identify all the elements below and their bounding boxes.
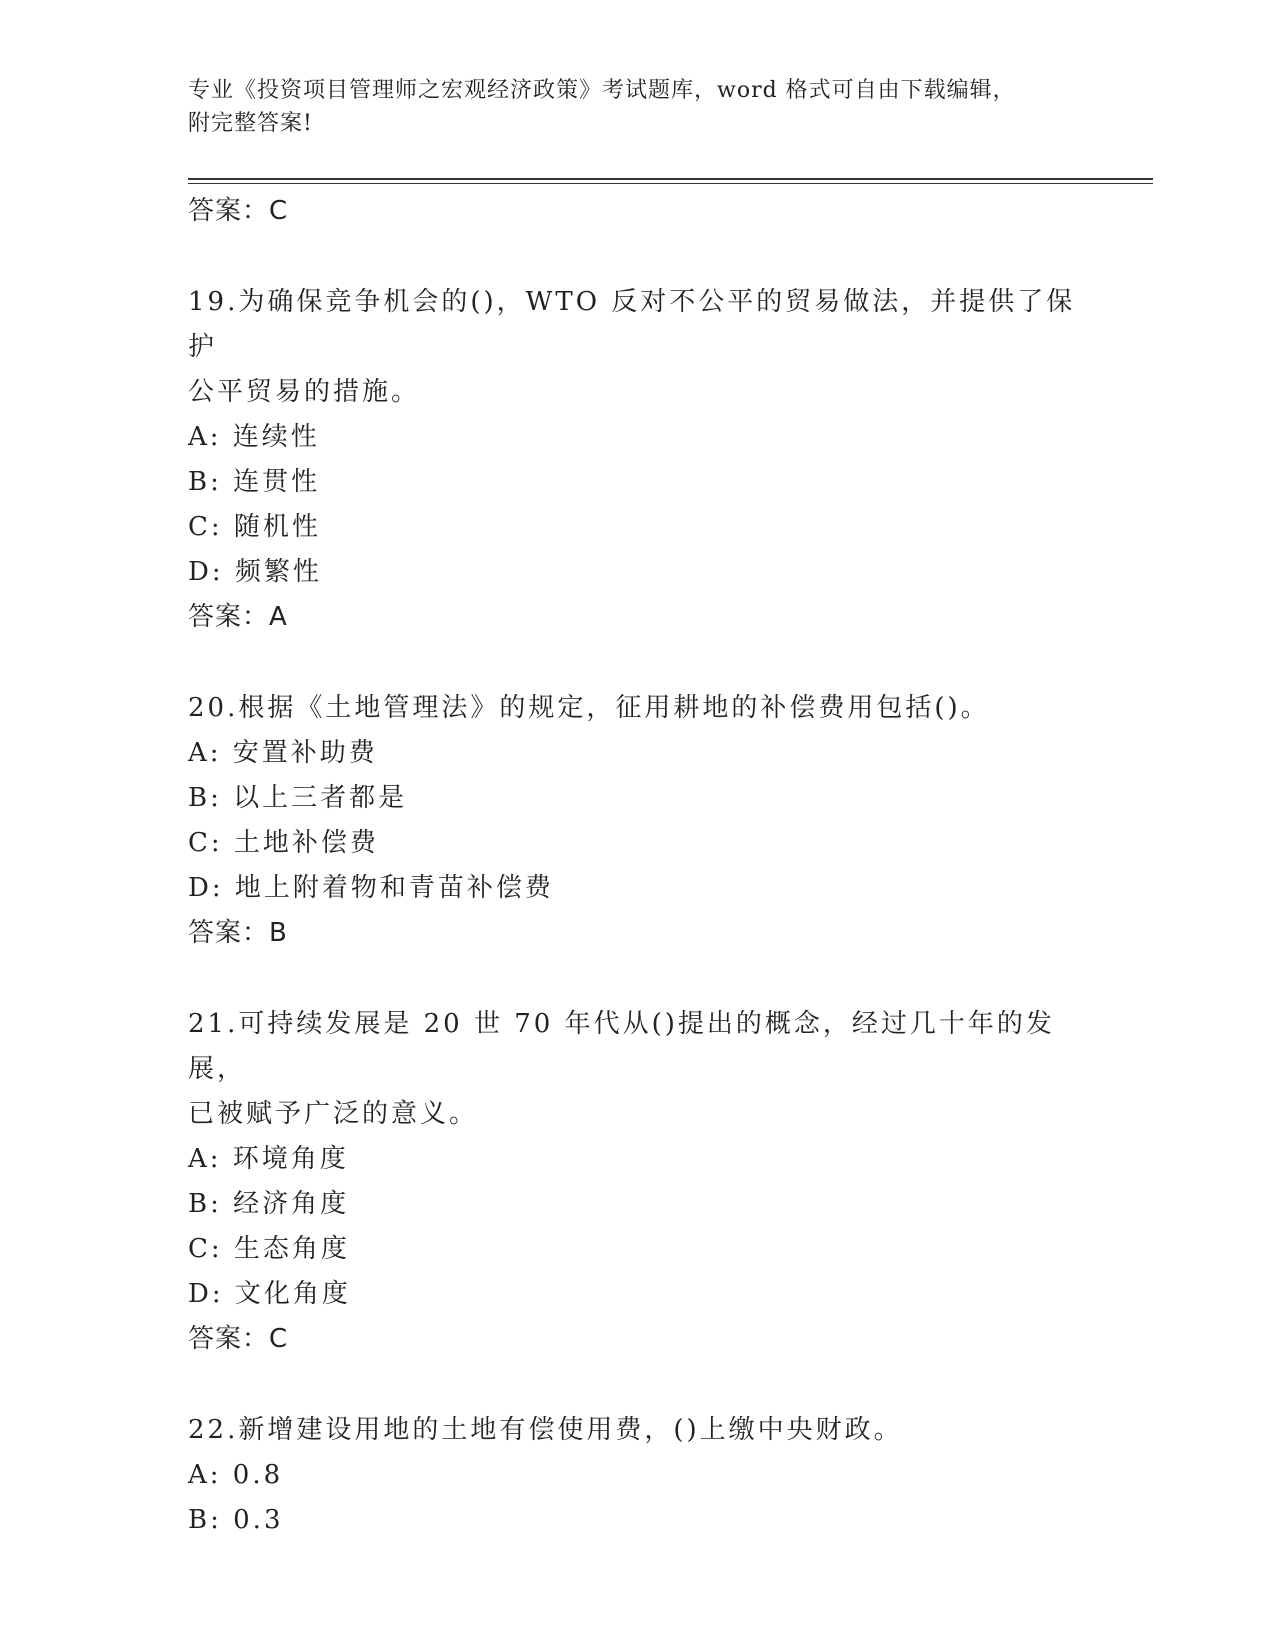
question-text	[188, 1002, 1088, 1137]
document-header	[188, 74, 1068, 140]
option-a: A: 安置补助费	[188, 738, 378, 768]
question-text-line-1: 20.根据《土地管理法》的规定，征用耕地的补偿费用包括()。	[188, 693, 990, 723]
question-21	[188, 1002, 1088, 1362]
header-divider-thin	[188, 183, 1153, 184]
question-text-line-1: 21.可持续发展是 20 世 70 年代从()提出的概念，经过几十年的发展，	[188, 1009, 1055, 1084]
option-a: A: 连续性	[188, 422, 320, 452]
question-20	[188, 686, 1088, 956]
option-d: D: 地上附着物和青苗补偿费	[188, 873, 554, 903]
question-text-line-1: 22.新增建设用地的土地有偿使用费，()上缴中央财政。	[188, 1415, 903, 1445]
question-text-line-1: 19.为确保竞争机会的()，WTO 反对不公平的贸易做法，并提供了保护	[188, 287, 1076, 362]
answer: 答案：B	[188, 918, 288, 948]
question-19	[188, 280, 1088, 640]
header-divider-thick	[188, 178, 1153, 180]
option-a: A: 0.8	[188, 1460, 284, 1490]
question-22	[188, 1408, 1088, 1543]
question-text	[188, 686, 1088, 731]
option-d: D: 频繁性	[188, 557, 322, 587]
option-a: A: 环境角度	[188, 1144, 349, 1174]
previous-answer: 答案：C	[188, 196, 289, 226]
question-text	[188, 1408, 1088, 1453]
option-b: B: 经济角度	[188, 1189, 350, 1219]
question-text	[188, 280, 1088, 415]
option-d: D: 文化角度	[188, 1279, 351, 1309]
question-text-line-2: 已被赋予广泛的意义。	[188, 1099, 479, 1129]
option-b: B: 0.3	[188, 1505, 284, 1535]
option-b: B: 以上三者都是	[188, 783, 408, 813]
header-line-1: 专业《投资项目管理师之宏观经济政策》考试题库，word 格式可自由下载编辑，	[188, 78, 1016, 103]
document-body	[188, 188, 1088, 1543]
option-c: C: 生态角度	[188, 1234, 350, 1264]
option-c: C: 随机性	[188, 512, 321, 542]
answer: 答案：A	[188, 602, 288, 632]
answer: 答案：C	[188, 1324, 289, 1354]
header-line-2: 附完整答案!	[188, 111, 313, 136]
option-c: C: 土地补偿费	[188, 828, 379, 858]
option-b: B: 连贯性	[188, 467, 321, 497]
question-text-line-2: 公平贸易的措施。	[188, 377, 421, 407]
